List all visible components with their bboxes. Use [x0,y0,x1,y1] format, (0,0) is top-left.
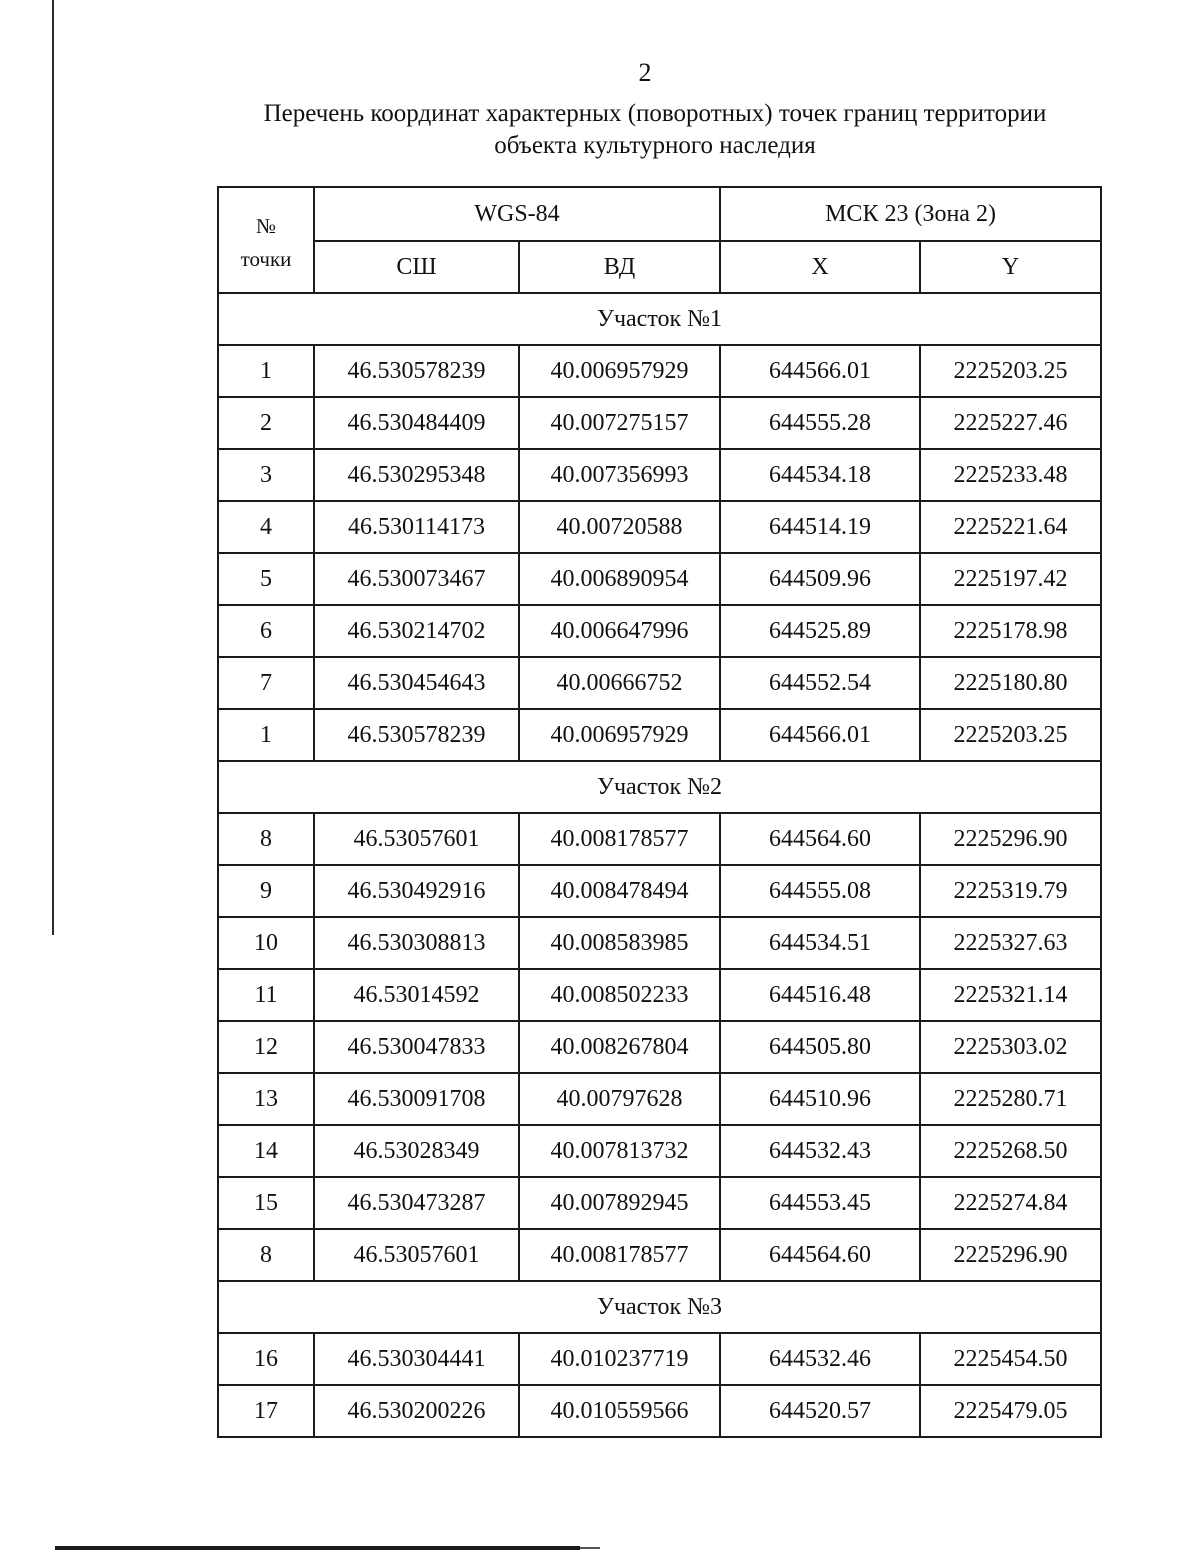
table-row [218,917,1101,969]
document-title [215,98,1095,162]
cell-y: 2225479.05 [920,1385,1101,1437]
cell-longitude: 40.00797628 [519,1073,720,1125]
table-row [218,1177,1101,1229]
header-row-1 [218,187,1101,241]
section-row [218,293,1101,345]
header-longitude: ВД [519,241,720,293]
cell-y: 2225203.25 [920,345,1101,397]
title-line-2: объекта культурного наследия [494,132,816,159]
cell-latitude: 46.530114173 [314,501,519,553]
cell-longitude: 40.010559566 [519,1385,720,1437]
cell-point-number: 6 [218,605,314,657]
table-row [218,1073,1101,1125]
table-row [218,1385,1101,1437]
cell-x: 644532.46 [720,1333,920,1385]
cell-latitude: 46.530091708 [314,1073,519,1125]
cell-longitude: 40.006957929 [519,345,720,397]
cell-x: 644552.54 [720,657,920,709]
cell-point-number: 12 [218,1021,314,1073]
cell-y: 2225274.84 [920,1177,1101,1229]
cell-longitude: 40.00720588 [519,501,720,553]
cell-point-number: 17 [218,1385,314,1437]
cell-y: 2225233.48 [920,449,1101,501]
cell-longitude: 40.00666752 [519,657,720,709]
cell-longitude: 40.008267804 [519,1021,720,1073]
cell-latitude: 46.530484409 [314,397,519,449]
cell-point-number: 16 [218,1333,314,1385]
cell-point-number: 13 [218,1073,314,1125]
cell-y: 2225296.90 [920,813,1101,865]
cell-y: 2225280.71 [920,1073,1101,1125]
cell-y: 2225454.50 [920,1333,1101,1385]
cell-x: 644509.96 [720,553,920,605]
cell-latitude: 46.530578239 [314,345,519,397]
cell-point-number: 9 [218,865,314,917]
cell-point-number: 10 [218,917,314,969]
header-msk23: МСК 23 (Зона 2) [720,187,1101,241]
cell-latitude: 46.530308813 [314,917,519,969]
table-row [218,1229,1101,1281]
cell-x: 644566.01 [720,709,920,761]
cell-y: 2225180.80 [920,657,1101,709]
header-point-label: точки [240,247,292,271]
cell-x: 644525.89 [720,605,920,657]
table-row [218,865,1101,917]
cell-point-number: 15 [218,1177,314,1229]
coordinates-table [217,186,1102,1438]
section-row [218,1281,1101,1333]
cell-x: 644566.01 [720,345,920,397]
header-wgs84: WGS-84 [314,187,720,241]
cell-y: 2225327.63 [920,917,1101,969]
table-row [218,969,1101,1021]
cell-latitude: 46.530214702 [314,605,519,657]
cell-x: 644510.96 [720,1073,920,1125]
header-x: X [720,241,920,293]
cell-point-number: 8 [218,813,314,865]
cell-x: 644534.51 [720,917,920,969]
header-point-number [218,187,314,293]
cell-y: 2225319.79 [920,865,1101,917]
cell-point-number: 7 [218,657,314,709]
cell-longitude: 40.007892945 [519,1177,720,1229]
scan-edge-line-bottom [55,1546,580,1550]
header-y: Y [920,241,1101,293]
cell-x: 644534.18 [720,449,920,501]
cell-longitude: 40.006647996 [519,605,720,657]
cell-point-number: 14 [218,1125,314,1177]
cell-point-number: 1 [218,345,314,397]
scan-edge-line-left [52,0,54,935]
table-row [218,709,1101,761]
cell-longitude: 40.008478494 [519,865,720,917]
cell-y: 2225321.14 [920,969,1101,1021]
cell-point-number: 11 [218,969,314,1021]
section-title: Участок №1 [218,293,1101,345]
cell-y: 2225227.46 [920,397,1101,449]
cell-x: 644532.43 [720,1125,920,1177]
cell-y: 2225221.64 [920,501,1101,553]
cell-longitude: 40.006890954 [519,553,720,605]
cell-y: 2225197.42 [920,553,1101,605]
cell-point-number: 2 [218,397,314,449]
cell-point-number: 3 [218,449,314,501]
cell-x: 644516.48 [720,969,920,1021]
cell-y: 2225178.98 [920,605,1101,657]
cell-y: 2225296.90 [920,1229,1101,1281]
table-row [218,1021,1101,1073]
header-latitude: СШ [314,241,519,293]
section-row [218,761,1101,813]
section-title: Участок №2 [218,761,1101,813]
cell-x: 644564.60 [720,1229,920,1281]
cell-latitude: 46.53014592 [314,969,519,1021]
cell-point-number: 8 [218,1229,314,1281]
cell-latitude: 46.53057601 [314,813,519,865]
cell-longitude: 40.007813732 [519,1125,720,1177]
table-row [218,501,1101,553]
cell-latitude: 46.530304441 [314,1333,519,1385]
cell-y: 2225203.25 [920,709,1101,761]
table-row [218,1333,1101,1385]
cell-latitude: 46.530047833 [314,1021,519,1073]
section-title: Участок №3 [218,1281,1101,1333]
cell-longitude: 40.008178577 [519,813,720,865]
title-line-1: Перечень координат характерных (поворотных) точек границ территории [263,100,1047,127]
cell-latitude: 46.530473287 [314,1177,519,1229]
cell-point-number: 4 [218,501,314,553]
cell-y: 2225303.02 [920,1021,1101,1073]
cell-latitude: 46.530073467 [314,553,519,605]
cell-longitude: 40.010237719 [519,1333,720,1385]
page-number: 2 [638,58,652,87]
cell-x: 644555.28 [720,397,920,449]
header-row-2 [218,241,1101,293]
cell-x: 644505.80 [720,1021,920,1073]
cell-x: 644520.57 [720,1385,920,1437]
cell-x: 644553.45 [720,1177,920,1229]
cell-longitude: 40.008502233 [519,969,720,1021]
cell-latitude: 46.530200226 [314,1385,519,1437]
header-number-sign: № [255,214,277,238]
cell-point-number: 5 [218,553,314,605]
cell-point-number: 1 [218,709,314,761]
cell-longitude: 40.007356993 [519,449,720,501]
cell-y: 2225268.50 [920,1125,1101,1177]
cell-longitude: 40.008178577 [519,1229,720,1281]
cell-latitude: 46.530295348 [314,449,519,501]
table-row [218,397,1101,449]
cell-latitude: 46.53028349 [314,1125,519,1177]
cell-latitude: 46.530454643 [314,657,519,709]
cell-x: 644555.08 [720,865,920,917]
cell-longitude: 40.008583985 [519,917,720,969]
cell-longitude: 40.006957929 [519,709,720,761]
table-row [218,657,1101,709]
cell-longitude: 40.007275157 [519,397,720,449]
cell-x: 644514.19 [720,501,920,553]
cell-latitude: 46.530492916 [314,865,519,917]
cell-latitude: 46.530578239 [314,709,519,761]
table-row [218,605,1101,657]
table-row [218,813,1101,865]
table-row [218,449,1101,501]
table-row [218,1125,1101,1177]
scan-edge-line-bottom-tail [580,1547,600,1549]
cell-latitude: 46.53057601 [314,1229,519,1281]
cell-x: 644564.60 [720,813,920,865]
table-row [218,345,1101,397]
table-row [218,553,1101,605]
